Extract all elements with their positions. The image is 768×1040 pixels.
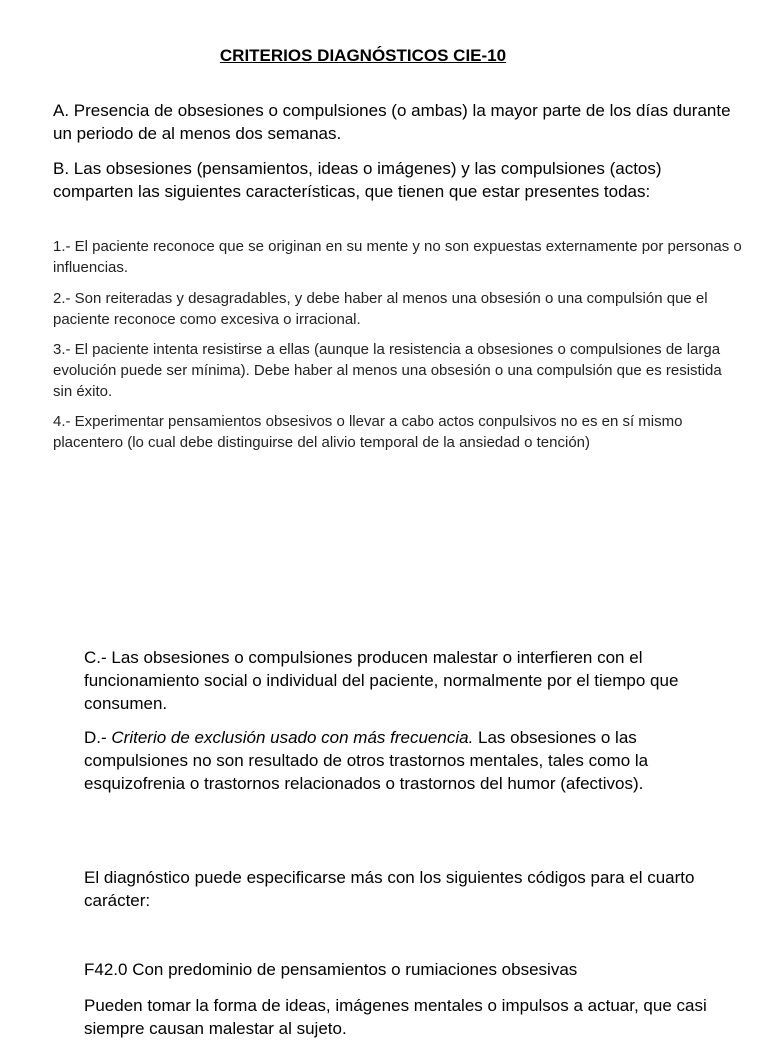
criterion-c: C.- Las obsesiones o compulsiones producen malestar o interfieren con el funcionamiento social o individual del paciente, normalmente por el tiempo que consumen. bbox=[84, 648, 679, 713]
criterion-b: B. Las obsesiones (pensamientos, ideas o imágenes) y las compulsiones (actos) comparten las siguientes características, que tienen que estar presentes todas: bbox=[53, 159, 662, 201]
criterion-d bbox=[84, 726, 724, 795]
document-title: CRITERIOS DIAGNÓSTICOS CIE-10 bbox=[219, 46, 507, 65]
f42-0-description: Pueden tomar la forma de ideas, imágenes mentales o impulsos a actuar, que casi siempre causan malestar al sujeto. bbox=[84, 996, 707, 1038]
criterion-d-italic: Criterio de exclusión usado con más frecuencia. bbox=[111, 728, 474, 747]
criterion-b-item-2: 2.- Son reiteradas y desagradables, y debe haber al menos una obsesión o una compulsión que el paciente reconoce como excesiva o irracional. bbox=[53, 290, 708, 328]
criterion-d-prefix: D.- bbox=[84, 728, 112, 747]
criterion-b-item-3: 3.- El paciente intenta resistirse a ellas (aunque la resistencia a obsesiones o compulsiones de larga evolución puede ser mínima). Debe haber al menos una obsesión o una compulsión que es resistida sin éxito. bbox=[53, 341, 722, 400]
criterion-d-rest: Las obsesiones o las compulsiones no son resultado de otros trastornos mentales, tales como la esquizofrenia o trastornos relacionados o trastornos del humor (afectivos). bbox=[84, 728, 649, 793]
criterion-a: A. Presencia de obsesiones o compulsiones (o ambas) la mayor parte de los días durante un periodo de al menos dos semanas. bbox=[53, 101, 731, 143]
criterion-b-item-4: 4.- Experimentar pensamientos obsesivos o llevar a cabo actos conpulsivos no es en sí mismo placentero (lo cual debe distinguirse del alivio temporal de la ansiedad o tención) bbox=[53, 413, 683, 451]
criterion-b-item-1: 1.- El paciente reconoce que se originan en su mente y no son expuestas externamente por personas o influencias. bbox=[53, 238, 742, 276]
specifier-intro: El diagnóstico puede especificarse más con los siguientes códigos para el cuarto carácter: bbox=[84, 868, 695, 910]
f42-0-heading: F42.0 Con predominio de pensamientos o rumiaciones obsesivas bbox=[84, 960, 578, 979]
